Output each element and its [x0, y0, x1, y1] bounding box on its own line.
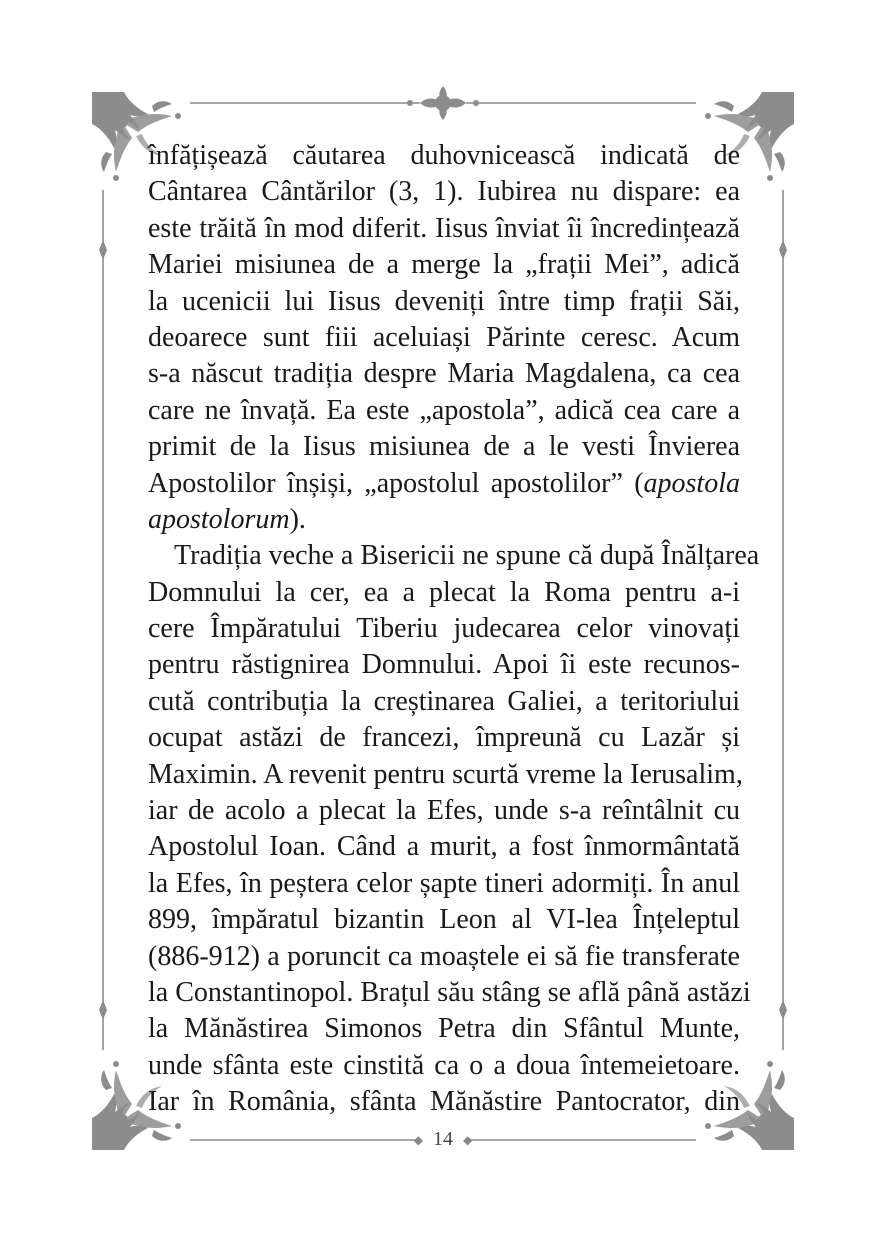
paragraph-2 — [148, 538, 760, 1120]
text-line — [148, 502, 740, 538]
page-number-area — [0, 1128, 886, 1151]
text-line: Mariei misiunea de a merge la „frații Mei”, adică — [148, 249, 740, 281]
text-line: la Mănăstirea Simonos Petra din Sfântul Munte, — [148, 1013, 740, 1045]
text-line: primit de la Iisus misiunea de a le vesti Învierea — [148, 431, 740, 463]
text-line: Cântarea Cântărilor (3, 1). Iubirea nu dispare: ea — [148, 176, 740, 208]
text-line: este trăită în mod diferit. Iisus înviat îi încredințează — [148, 212, 740, 244]
text-line: Apostolul Ioan. Când a murit, a fost înmormântată — [148, 831, 740, 863]
text-line: 899, împăratul bizantin Leon al VI-lea Înțeleptul — [148, 904, 740, 936]
text-line: iar de acolo a plecat la Efes, unde s-a reîntâlnit cu — [148, 795, 740, 827]
text-line: la Efes, în peștera celor șapte tineri adormiți. În anul — [148, 867, 740, 899]
text-line: la ucenicii lui Iisus deveniți între timp frații Săi, — [148, 285, 740, 317]
ornament-right-icon: ◆ — [463, 1132, 473, 1147]
page-number: 14 — [433, 1128, 453, 1150]
text-line: Iar în România, sfânta Mănăstire Pantocrator, din — [148, 1086, 740, 1118]
text-line: unde sfânta este cinstită ca o a doua întemeietoare. — [148, 1049, 740, 1081]
text-line: pentru răstignirea Domnului. Apoi îi este recunos- — [148, 649, 740, 681]
italic-term: apostola — [643, 467, 740, 499]
text-line: cută contribuția la creștinarea Galiei, a teritoriului — [148, 685, 740, 717]
text-line: deoarece sunt fiii aceluiași Părinte ceresc. Acum — [148, 321, 740, 353]
text-line: care ne învață. Ea este „apostola”, adică cea care a — [148, 394, 740, 426]
text-line: la Constantinopol. Brațul său stâng se află până astăzi — [148, 976, 751, 1008]
text-line — [148, 466, 740, 502]
text-line: ocupat astăzi de francezi, împreună cu Lazăr și — [148, 722, 740, 754]
text-line: înfățișează căutarea duhovnicească indicată de — [148, 140, 740, 171]
body-text — [148, 138, 760, 1121]
italic-term: apostolorum — [148, 503, 290, 535]
text-run: ). — [289, 503, 306, 535]
text-line: Maximin. A revenit pentru scurtă vreme la Ierusalim, — [148, 758, 743, 790]
text-line: Tradiția veche a Bisericii ne spune că după Înălțarea — [174, 540, 760, 572]
text-line: cere Împăratului Tiberiu judecarea celor vinovați — [148, 613, 740, 645]
ornament-left-icon: ◆ — [413, 1132, 423, 1147]
paragraph-1 — [148, 138, 740, 538]
text-line: (886-912) a poruncit ca moaștele ei să fie transferate — [148, 940, 740, 972]
text-run: Apostolilor înșiși, „apostolul apostolilor” ( — [148, 467, 644, 499]
text-line: Domnului la cer, ea a plecat la Roma pentru a-i — [148, 576, 740, 608]
text-line: s-a născut tradiția despre Maria Magdalena, ca cea — [148, 358, 740, 390]
